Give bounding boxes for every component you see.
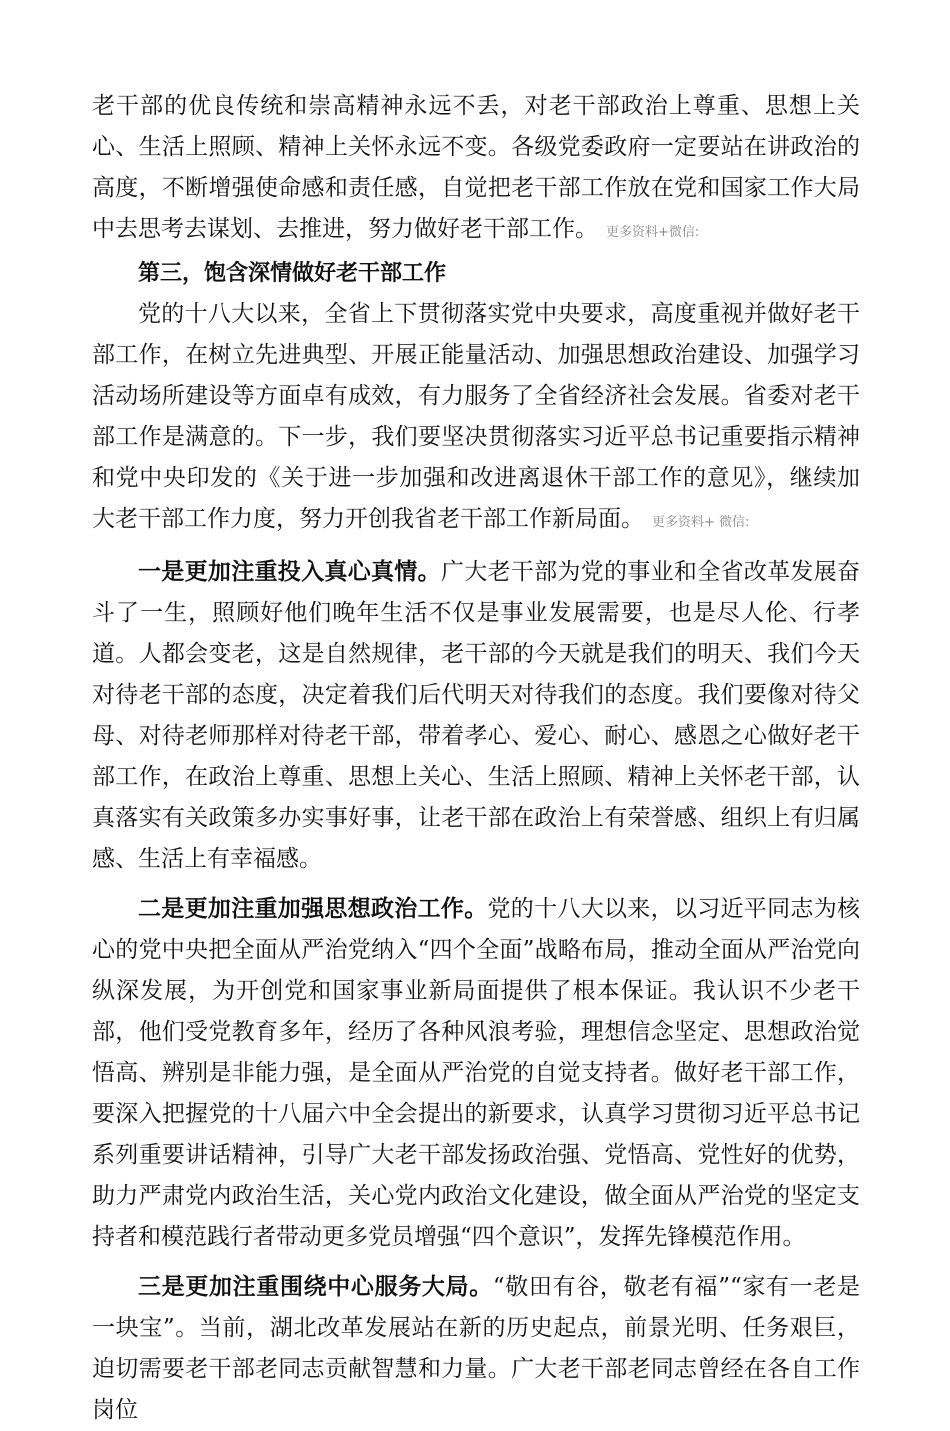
paragraph-5-text: “敬田有谷，敬老有福”“家有一老是一块宝”。当前，湖北改革发展站在新的历史起点，前景光明、任务艰巨，迫切需要老干部老同志贡献智慧和力量。广大老干部老同志曾经在各自工作岗位 <box>92 1274 860 1423</box>
paragraph-3 <box>92 551 860 880</box>
paragraph-2 <box>92 294 860 543</box>
paragraph-2-text: 党的十八大以来，全省上下贯彻落实党中央要求，高度重视并做好老干部工作，在树立先进典型、开展正能量活动、加强思想政治建设、加强学习活动场所建设等方面卓有成效，有力服务了全省经济社会发展。省委对老干部工作是满意的。下一步，我们要坚决贯彻落实习近平总书记重要指示精神和党中央印发的《关于进一步加强和改进离退休干部工作的意见》，继续加大老干部工作力度，努力开创我省老干部工作新局面。 <box>92 301 860 532</box>
paragraph-5-lead: 三是更加注重围绕中心服务大局。 <box>138 1273 493 1300</box>
paragraph-1-note: 更多资料+微信: <box>606 225 700 240</box>
document-page <box>92 86 860 1431</box>
paragraph-1 <box>92 86 860 253</box>
paragraph-4-lead: 二是更加注重加强思想政治工作。 <box>138 895 488 922</box>
paragraph-1-text: 老干部的优良传统和崇高精神永远不丢，对老干部政治上尊重、思想上关心、生活上照顾、精神上关怀永远不变。各级党委政府一定要站在讲政治的高度，不断增强使命感和责任感，自觉把老干部工作放在党和国家工作大局中去思考去谋划、去推进，努力做好老干部工作。 <box>92 93 860 242</box>
paragraph-4-text: 党的十八大以来，以习近平同志为核心的党中央把全面从严治党纳入“四个全面”战略布局，推动全面从严治党向纵深发展，为开创党和国家事业新局面提供了根本保证。我认识不少老干部，他们受党教育多年，经历了各种风浪考验，理想信念坚定、思想政治觉悟高、辨别是非能力强，是全面从严治党的自觉支持者。做好老干部工作，要深入把握党的十八届六中全会提出的新要求，认真学习贯彻习近平总书记系列重要讲话精神，引导广大老干部发扬政治强、党悟高、党性好的优势，助力严肃党内政治生活，关心党内政治文化建设，做全面从严治党的坚定支持者和模范践行者带动更多党员增强“四个意识”，发挥先锋模范作用。 <box>92 896 861 1250</box>
paragraph-3-lead: 一是更加注重投入真心真情。 <box>138 558 441 585</box>
section-heading-3: 第三，饱含深情做好老干部工作 <box>138 261 447 286</box>
paragraph-2-note: 更多资料+ 微信: <box>652 515 750 530</box>
paragraph-3-text: 广大老干部为党的事业和全省改革发展奋斗了一生，照顾好他们晚年生活不仅是事业发展需要，也是尽人伦、行孝道。人都会变老，这是自然规律，老干部的今天就是我们的明天、我们今天对待老干部的态度，决定着我们后代明天对待我们的态度。我们要像对待父母、对待老师那样对待老干部，带着孝心、爱心、耐心、感恩之心做好老干部工作，在政治上尊重、思想上关心、生活上照顾、精神上关怀老干部，认真落实有关政策多办实事好事，让老干部在政治上有荣誉感、组织上有归属感、生活上有幸福感。 <box>92 559 861 872</box>
paragraph-4 <box>92 888 860 1258</box>
paragraph-5 <box>92 1266 860 1431</box>
